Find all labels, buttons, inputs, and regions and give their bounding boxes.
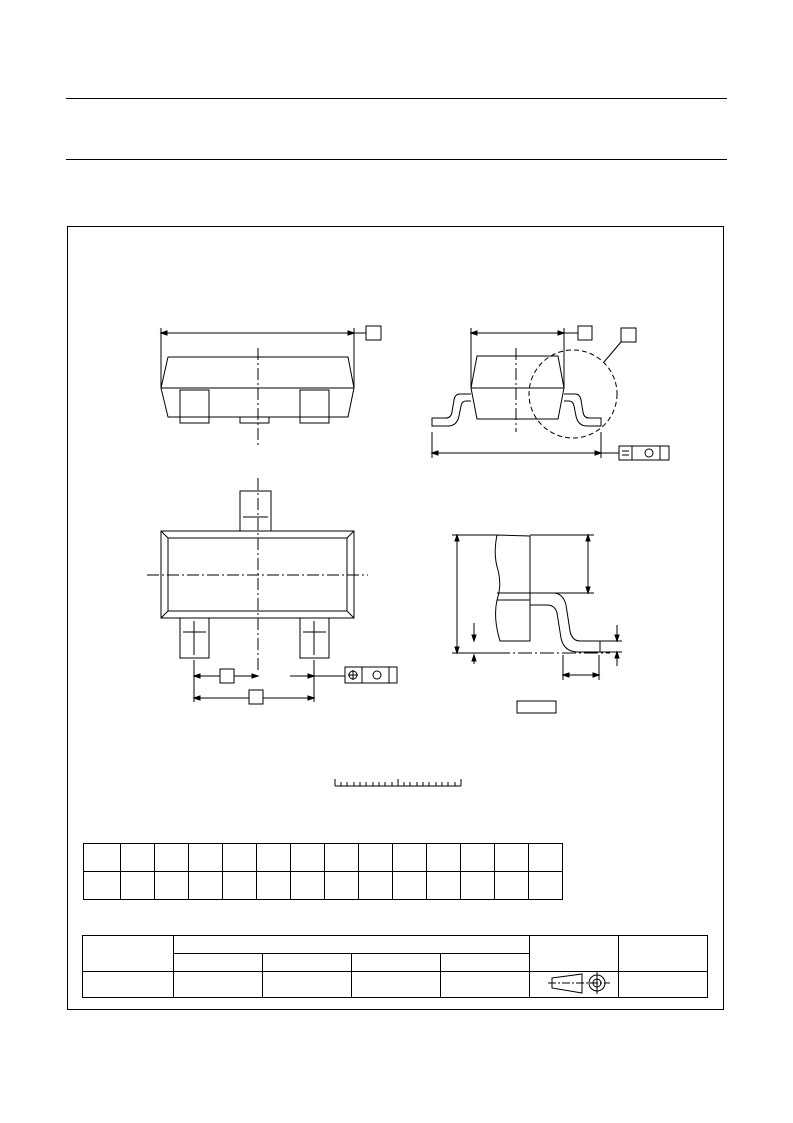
table-cell [189,872,223,900]
table-cell [155,872,189,900]
table-cell [529,844,563,872]
table-row [84,844,563,872]
projection-cell [530,972,619,998]
table-cell [257,872,291,900]
table-cell [223,872,257,900]
top-view [147,478,397,704]
detail-view [452,535,622,713]
table-cell [84,872,121,900]
detail-label-box [517,701,556,713]
table-cell [461,872,495,900]
datum-box-icon [249,690,263,704]
table-row [84,872,563,900]
projection-header [530,936,619,972]
table-cell [174,972,263,998]
outline-version-header [83,936,174,972]
table-cell [121,844,155,872]
table-cell [189,844,223,872]
table-cell [495,872,529,900]
table-cell [461,844,495,872]
table-cell [427,844,461,872]
dimensions-table [83,843,563,900]
table-cell [257,844,291,872]
iec-header [174,954,263,972]
table-cell [325,844,359,872]
reference-extra-header [441,954,530,972]
table-cell [393,872,427,900]
table-cell [83,972,174,998]
table-cell [291,872,325,900]
table-cell [427,872,461,900]
table-cell [441,972,530,998]
table-cell [359,872,393,900]
table-cell [84,844,121,872]
table-cell [223,844,257,872]
detail-box-icon [621,328,636,342]
table-cell [393,844,427,872]
datum-box-icon [578,326,592,340]
datum-box-icon [366,326,381,340]
datum-box-icon [220,669,234,683]
flatness-tolerance-icon [619,446,669,460]
table-cell [352,972,441,998]
position-tolerance-icon [345,667,397,683]
table-row [83,972,708,998]
jedec-header [263,954,352,972]
table-cell [359,844,393,872]
front-view [161,326,381,446]
table-cell [291,844,325,872]
table-cell [121,872,155,900]
table-cell [263,972,352,998]
issue-date-header [619,936,708,972]
table-cell [619,972,708,998]
jeita-header [352,954,441,972]
outline-references-table [82,935,708,998]
references-header [174,936,530,954]
table-cell [495,844,529,872]
table-cell [529,872,563,900]
table-cell [325,872,359,900]
scale-bar-icon [335,779,461,786]
table-cell [155,844,189,872]
table-row [83,936,708,954]
side-view [432,326,669,460]
